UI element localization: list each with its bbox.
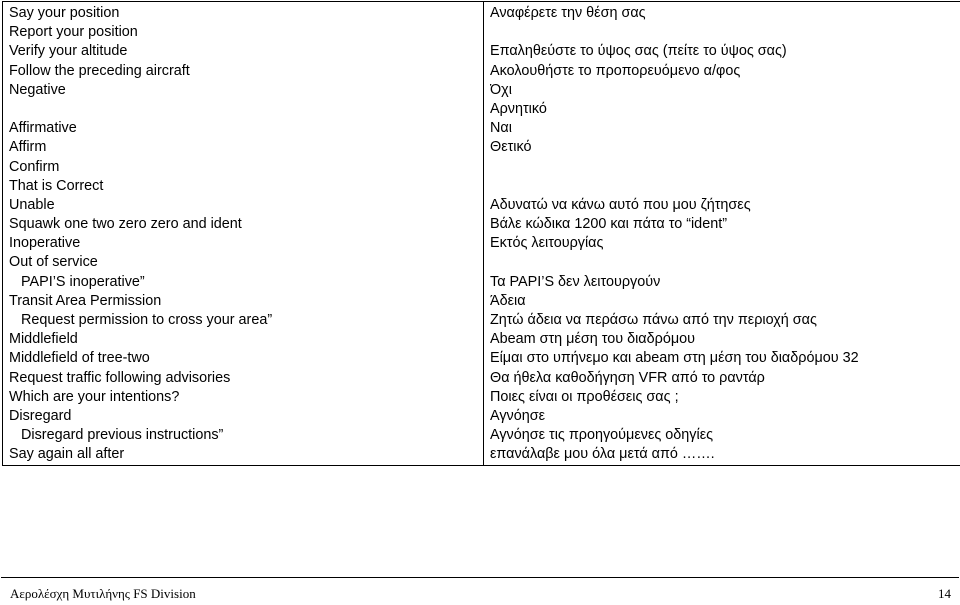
english-phrase: Request traffic following advisories (9, 369, 231, 386)
english-phrase: Affirmative (9, 120, 77, 137)
page-footer (0, 577, 960, 605)
greek-translation: Ζητώ άδεια να περάσω πάνω από την περιοχή σας (490, 312, 817, 328)
footer-title: Αερολέσχη Μυτιλήνης FS Division (10, 586, 196, 601)
greek-translation: Όχι (490, 81, 512, 98)
english-phrase: Say your position (9, 5, 120, 21)
footer-divider (1, 577, 959, 578)
greek-translation: Abeam στη μέση του διαδρόμου (490, 331, 695, 348)
greek-phrases-cell (484, 2, 960, 466)
english-phrase: Which are your intentions? (9, 388, 180, 405)
english-phrase: Request permission to cross your area” (21, 312, 273, 328)
greek-translation: Άδεια (490, 292, 526, 309)
greek-translation: Τα PAPI’S δεν λειτουργούν (490, 273, 661, 290)
greek-translation (490, 253, 960, 272)
english-phrase: Say again all after (9, 446, 125, 463)
greek-translation: Ναι (490, 120, 512, 137)
english-phrase: Middlefield (9, 331, 78, 348)
english-phrase: Unable (9, 196, 55, 213)
greek-translation: Είμαι στο υπήνεμο και abeam στη μέση του διαδρόμου 32 (490, 350, 859, 367)
greek-translation: Θα ήθελα καθοδήγηση VFR από το ραντάρ (490, 369, 765, 386)
greek-translation: Αγνόησε τις προηγούμενες οδηγίες (490, 427, 714, 444)
english-phrase: Squawk one two zero zero and ident (9, 216, 242, 233)
greek-translation: Αδυνατώ να κάνω αυτό που μου ζήτησες (490, 196, 751, 213)
greek-translation (490, 158, 960, 177)
greek-translation: Θετικό (490, 139, 532, 156)
greek-translation: Αναφέρετε την θέση σας (490, 5, 646, 21)
greek-translation: Επαληθεύστε το ύψος σας (πείτε το ύψος σας) (490, 43, 787, 60)
greek-translation: Αγνόησε (490, 407, 546, 424)
english-phrase: Disregard (9, 407, 72, 424)
greek-translation: επανάλαβε μου όλα μετά από ……. (490, 446, 715, 463)
english-phrase: Middlefield of tree-two (9, 350, 150, 367)
page-number: 14 (938, 586, 951, 601)
table-row (3, 2, 960, 466)
english-phrase: Confirm (9, 158, 60, 175)
phrase-table (2, 1, 960, 466)
greek-translation: Ποιες είναι οι προθέσεις σας ; (490, 388, 679, 405)
english-phrase: Follow the preceding aircraft (9, 62, 190, 79)
english-phrase: Report your position (9, 24, 138, 41)
english-phrases-cell (3, 2, 484, 466)
greek-translation: Ακολουθήστε το προπορευόμενο α/φος (490, 62, 741, 79)
english-phrase: Inoperative (9, 235, 81, 252)
english-phrase (9, 100, 483, 119)
english-phrase: That is Correct (9, 177, 104, 194)
greek-translation (490, 177, 960, 196)
greek-translation (490, 23, 960, 42)
english-phrase: Disregard previous instructions” (21, 427, 224, 444)
english-phrase: Affirm (9, 139, 47, 156)
english-phrase: Verify your altitude (9, 43, 128, 60)
greek-translation: Βάλε κώδικα 1200 και πάτα το “ident” (490, 216, 727, 233)
english-phrase: PAPI’S inoperative” (21, 273, 145, 290)
greek-translation: Αρνητικό (490, 100, 547, 117)
greek-translation: Εκτός λειτουργίας (490, 235, 604, 252)
english-phrase: Transit Area Permission (9, 292, 162, 309)
english-phrase: Negative (9, 81, 66, 98)
english-phrase: Out of service (9, 254, 98, 271)
